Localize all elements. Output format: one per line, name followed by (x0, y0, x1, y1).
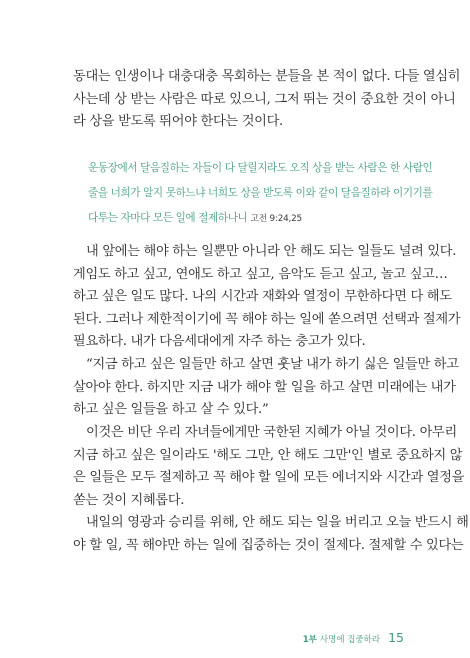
quote-line: 줄을 너희가 알지 못하느냐 너희도 상을 받도록 이와 같이 달음질하라 이기기를 (88, 187, 433, 199)
text-line: 필요하다. 내가 다음세대에게 자주 하는 충고가 있다. (73, 334, 366, 349)
text-line: 동대는 인생이나 대충대충 목회하는 분들을 본 적이 없다. 다들 열심히 (73, 69, 461, 84)
quote-line (88, 206, 403, 232)
text-line: “지금 하고 싶은 일들만 하고 살면 훗날 내가 하기 싫은 일들만 하고 (86, 357, 459, 372)
quote-line-text: 다투는 자마다 모든 일에 절제하나니 (88, 212, 248, 224)
text-line: 된다. 그러나 제한적이기에 꼭 해야 하는 일에 쏟으려면 선택과 절제가 (73, 311, 461, 327)
paragraph-5 (73, 512, 469, 557)
paragraph-3 (73, 354, 459, 422)
text-line: 사는데 상 받는 사람은 따로 있으니, 그저 뛰는 것이 중요한 것이 아니 (73, 91, 456, 107)
text-line: 게임도 하고 싶고, 연애도 하고 싶고, 음악도 듣고 싶고, 놀고 싶고… (73, 266, 448, 282)
page-footer (303, 630, 404, 645)
text-line: 야 할 일, 꼭 해야만 하는 일에 집중하는 것이 절제다. 절제할 수 있다는 (73, 537, 464, 553)
text-line: 지금 하고 싶은 일이라도 '해도 그만, 안 해도 그만'인 별로 중요하지 않 (73, 447, 463, 463)
text-line: 이것은 비단 우리 자녀들에게만 국한된 지혜가 아닐 것이다. 아무리 (86, 425, 457, 440)
paragraph-1 (73, 66, 461, 134)
text-line: 살아야 한다. 하지만 지금 내가 해야 할 일을 하고 살면 미래에는 내가 (73, 379, 456, 395)
chapter-title: 사명에 집중하라 (319, 635, 381, 645)
chapter-number: 1부 (302, 635, 317, 645)
text-line: 하고 싶은 일들을 하고 살 수 있다.” (73, 402, 269, 417)
text-line: 하고 싶은 일도 많다. 나의 시간과 재화와 열정이 무한하다면 다 해도 (73, 289, 452, 304)
paragraph-2 (73, 241, 461, 354)
quote-line: 운동장에서 달음질하는 자들이 다 달릴지라도 오직 상을 받는 사람은 한 사람인 (88, 162, 433, 174)
text-line: 쏟는 것이 지혜롭다. (73, 492, 185, 508)
text-line: 내 앞에는 해야 하는 일뿐만 아니라 안 해도 되는 일들도 널려 있다. (86, 244, 457, 259)
text-line: 은 일들은 모두 절제하고 꼭 해야 할 일에 모든 에너지와 시간과 열정을 (73, 470, 465, 485)
text-line: 라 상을 받도록 뛰어야 한다는 것이다. (73, 114, 283, 129)
scripture-reference: 고전 9:24,25 (250, 214, 302, 224)
scripture-quote (88, 156, 433, 232)
page-number: 15 (388, 630, 404, 645)
text-line: 내일의 영광과 승리를 위해, 안 해도 되는 일을 버리고 오늘 반드시 해 (86, 515, 469, 530)
paragraph-4 (73, 422, 465, 512)
